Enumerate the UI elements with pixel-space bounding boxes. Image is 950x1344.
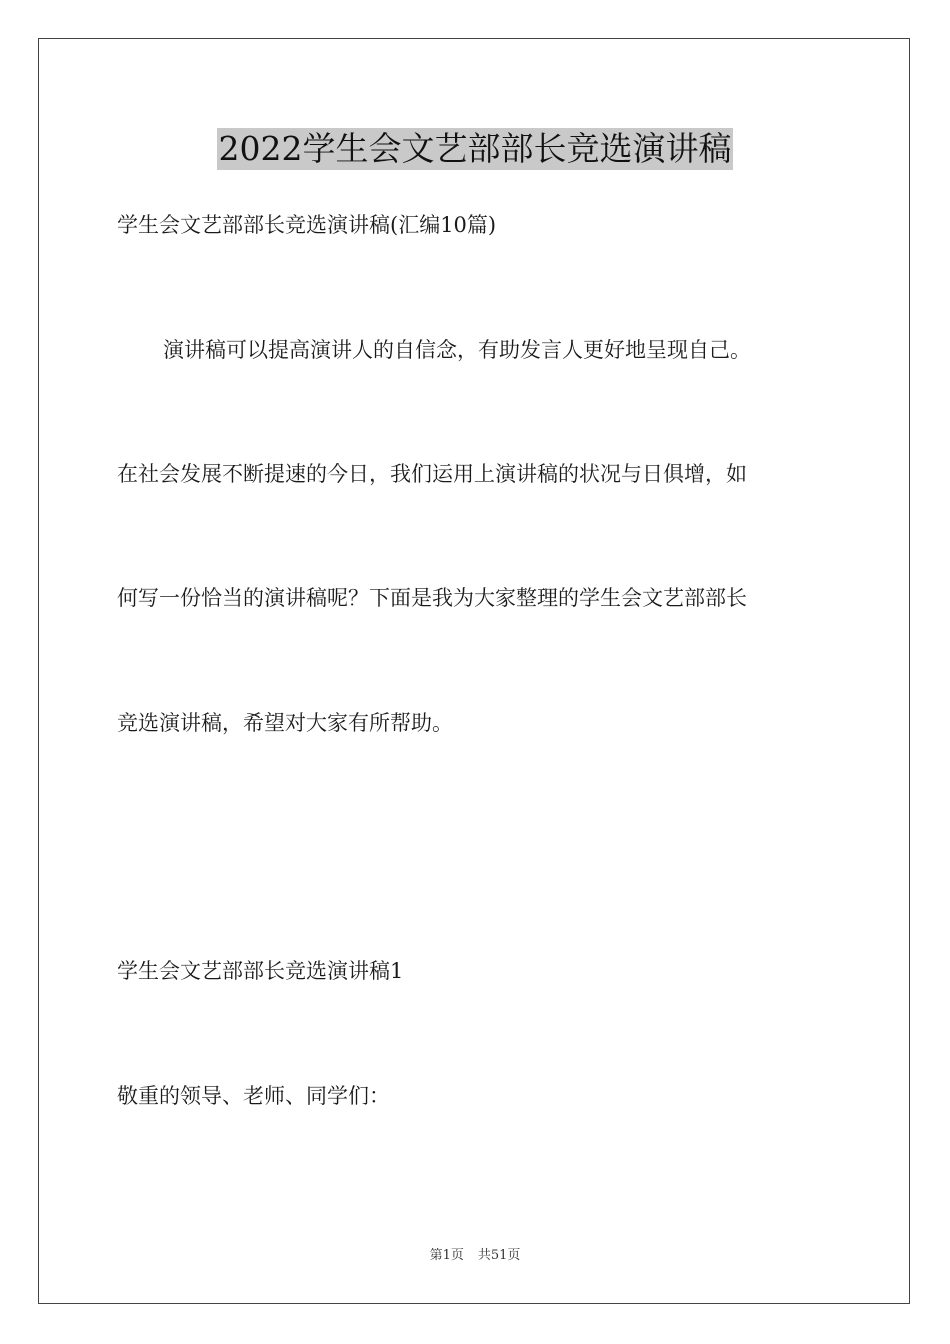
page-number-current: 第1页	[429, 1248, 464, 1263]
document-subtitle: 学生会文艺部部长竞选演讲稿(汇编10篇)	[117, 213, 497, 237]
salutation: 敬重的领导、老师、同学们：	[117, 1084, 390, 1108]
paragraph-line-4: 竞选演讲稿，希望对大家有所帮助。	[117, 711, 453, 735]
page-number-total: 共51页	[477, 1248, 521, 1263]
paragraph-line-1: 演讲稿可以提高演讲人的自信念，有助发言人更好地呈现自己。	[163, 338, 751, 362]
section-heading: 学生会文艺部部长竞选演讲稿1	[117, 959, 404, 983]
document-title: 2022学生会文艺部部长竞选演讲稿	[218, 129, 732, 168]
page-footer	[0, 1247, 950, 1265]
paragraph-line-3: 何写一份恰当的演讲稿呢？下面是我为大家整理的学生会文艺部部长	[117, 586, 747, 610]
title-container	[0, 128, 950, 170]
paragraph-line-2: 在社会发展不断提速的今日，我们运用上演讲稿的状况与日俱增，如	[117, 462, 747, 486]
